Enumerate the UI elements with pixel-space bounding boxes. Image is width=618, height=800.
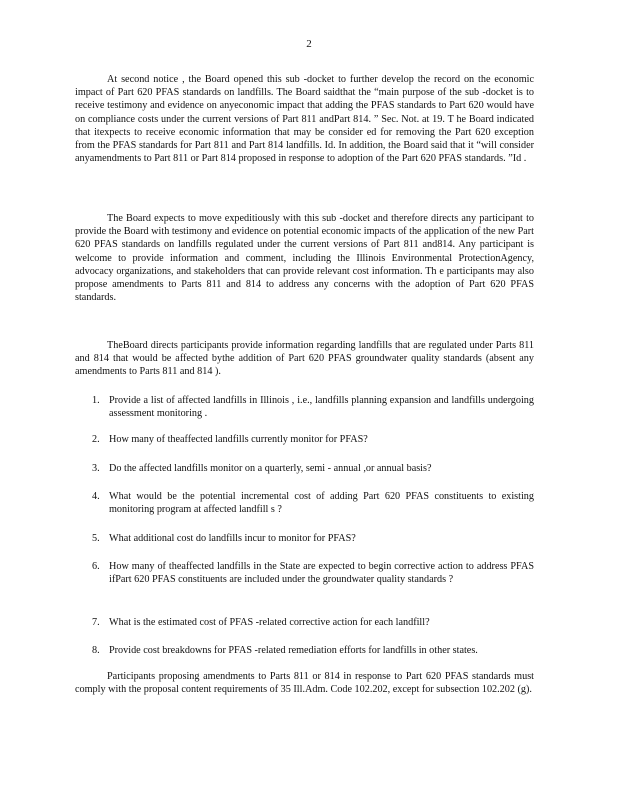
list-item-text: Do the affected landfills monitor on a quarterly, semi - annual ,or annual basis? [109,463,432,474]
page-number: 2 [306,38,312,50]
list-item-number: 8. [92,645,100,656]
list-item-text: Provide cost breakdowns for PFAS -related remediation efforts for landfills in other states. [109,645,478,656]
paragraph-second-notice: At second notice , the Board opened this sub -docket to further develop the record on the economic impact of Part 620 PFAS standards on landfills. The Board saidthat the “main purpose of the sub -docket is to receive testimony and evidence on anyeconomic impact that adding the PFAS standards to Part 620 would have on compliance costs under the current versions of Part 811 andPart 814. ” Sec. Not. at 19. T he Board indicated that itexpects to receive economic information that may be consider ed for removing the Part 620 exception from the PFAS standards for Part 811 and Part 814 landfills. Id. In addition, the Board said that it “will consider anyamendments to Part 811 or Part 814 proposed in response to adoption of the Part 620 PFAS standards. ”Id . [75,74,534,165]
paragraph-proposal-requirements: Participants proposing amendments to Parts 811 or 814 in response to Part 620 PFAS standards must comply with the proposal content requirements of 35 Ill.Adm. Code 102.202, except for subsection 102.202 (g). [75,671,534,696]
list-item-number: 4. [92,491,100,502]
list-item-text: Provide a list of affected landfills in Illinois , i.e., landfills planning expansion and landfills undergoing assessment monitoring . [109,395,534,420]
list-item-number: 1. [92,395,100,406]
list-item-text: How many of theaffected landfills in the State are expected to begin corrective action to address PFAS ifPart 620 PFAS constituents are included under the groundwater quality standards ? [109,561,534,586]
list-item-text: How many of theaffected landfills currently monitor for PFAS? [109,434,368,445]
paragraph-board-expects: The Board expects to move expeditiously with this sub -docket and therefore directs any participant to provide the Board with testimony and evidence on potential economic impacts of the application of the new Part 620 PFAS standards on landfills regulated under the current versions of Part 811 and814. Any participant is welcome to provide information and comment, including the Illinois Environmental ProtectionAgency, advocacy organizations, and stakeholders that can provide relevant cost information. Th e participants may also propose amendments to Parts 811 and 814 to address any concerns with the adoption of Part 620 PFAS standards. [75,213,534,304]
paragraph-board-directs: TheBoard directs participants provide information regarding landfills that are regulated under Parts 811 and 814 that would be affected bythe addition of Part 620 PFAS groundwater quality standards (absent any amendments to Parts 811 and 814 ). [75,340,534,378]
list-item-number: 3. [92,463,100,474]
list-item-text: What additional cost do landfills incur to monitor for PFAS? [109,533,356,544]
list-item-number: 5. [92,533,100,544]
list-item-text: What would be the potential incremental cost of adding Part 620 PFAS constituents to existing monitoring program at affected landfill s ? [109,491,534,516]
list-item-text: What is the estimated cost of PFAS -related corrective action for each landfill? [109,617,430,628]
list-item-number: 7. [92,617,100,628]
list-item-number: 6. [92,561,100,572]
list-item-number: 2. [92,434,100,445]
